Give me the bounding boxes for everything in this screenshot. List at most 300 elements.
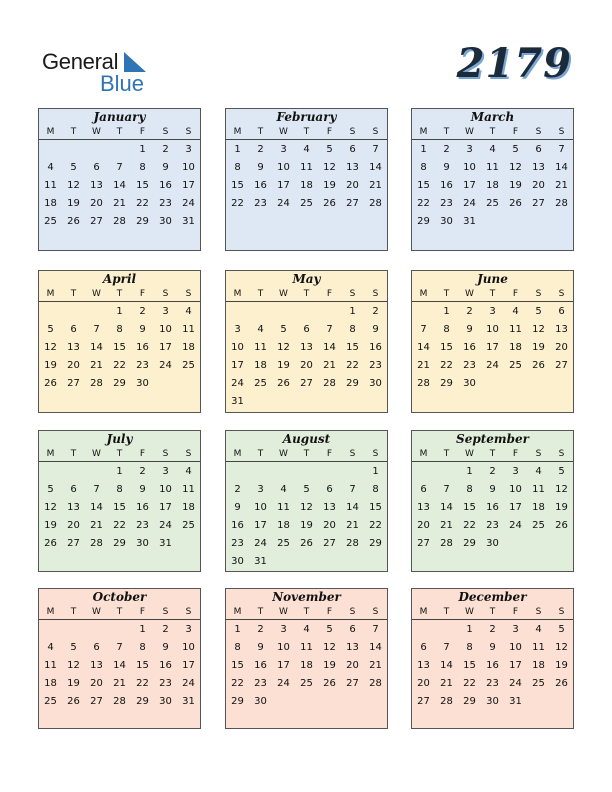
day-cell: 23 xyxy=(440,197,453,209)
week-row xyxy=(39,374,200,392)
day-cell: 4 xyxy=(47,641,54,653)
weekday-header: T xyxy=(108,605,131,620)
weekday-header: S xyxy=(550,125,573,140)
day-cell xyxy=(550,230,573,248)
month-day-table xyxy=(39,605,200,728)
weekday-header: M xyxy=(226,447,249,462)
week-row xyxy=(412,674,573,692)
month-march xyxy=(411,108,574,251)
day-cell: 13 xyxy=(417,501,430,513)
day-cell: 28 xyxy=(113,695,126,707)
day-cell: 31 xyxy=(231,395,244,407)
day-cell: 7 xyxy=(93,483,100,495)
day-cell: 12 xyxy=(555,483,568,495)
day-cell xyxy=(177,534,200,552)
day-cell xyxy=(85,462,108,481)
day-cell: 6 xyxy=(420,483,427,495)
day-cell: 23 xyxy=(486,677,499,689)
day-cell: 18 xyxy=(532,501,545,513)
day-cell: 11 xyxy=(300,161,313,173)
day-cell xyxy=(177,374,200,392)
day-cell: 22 xyxy=(417,197,430,209)
day-cell: 24 xyxy=(254,537,267,549)
day-cell: 8 xyxy=(116,323,123,335)
day-cell: 7 xyxy=(326,323,333,335)
weekday-header: M xyxy=(412,605,435,620)
day-cell: 20 xyxy=(555,341,568,353)
day-cell xyxy=(318,552,341,570)
week-row xyxy=(226,674,387,692)
day-cell: 13 xyxy=(67,501,80,513)
week-row xyxy=(39,620,200,639)
day-cell: 20 xyxy=(346,659,359,671)
day-cell xyxy=(504,392,527,410)
day-cell: 14 xyxy=(440,659,453,671)
week-row xyxy=(226,140,387,159)
day-cell: 26 xyxy=(67,215,80,227)
day-cell xyxy=(435,710,458,728)
month-june xyxy=(411,270,574,413)
month-day-table xyxy=(412,287,573,410)
day-cell: 12 xyxy=(509,161,522,173)
day-cell: 8 xyxy=(443,323,450,335)
day-cell: 26 xyxy=(277,377,290,389)
day-cell: 3 xyxy=(280,623,287,635)
month-april xyxy=(38,270,201,413)
day-cell xyxy=(481,710,504,728)
day-cell: 6 xyxy=(420,641,427,653)
day-cell xyxy=(62,620,85,639)
day-cell: 15 xyxy=(113,501,126,513)
week-row xyxy=(412,692,573,710)
day-cell: 30 xyxy=(231,555,244,567)
day-cell xyxy=(504,230,527,248)
day-cell xyxy=(131,710,154,728)
day-cell: 20 xyxy=(67,519,80,531)
day-cell: 28 xyxy=(113,215,126,227)
weekday-header: F xyxy=(131,125,154,140)
day-cell: 9 xyxy=(162,161,169,173)
day-cell xyxy=(412,710,435,728)
month-title: December xyxy=(458,590,527,604)
day-cell: 14 xyxy=(417,341,430,353)
week-row xyxy=(226,620,387,639)
day-cell xyxy=(550,692,573,710)
day-cell: 25 xyxy=(182,359,195,371)
day-cell xyxy=(39,140,62,159)
day-cell xyxy=(62,392,85,410)
weekday-header: T xyxy=(481,447,504,462)
day-cell: 21 xyxy=(369,659,382,671)
day-cell xyxy=(364,692,387,710)
weekday-header: S xyxy=(177,125,200,140)
day-cell: 1 xyxy=(466,623,473,635)
day-cell xyxy=(226,302,249,321)
day-cell: 26 xyxy=(44,537,57,549)
day-cell xyxy=(412,620,435,639)
day-cell: 4 xyxy=(185,465,192,477)
day-cell xyxy=(364,552,387,570)
day-cell: 19 xyxy=(555,659,568,671)
weekday-header: T xyxy=(62,605,85,620)
day-cell xyxy=(131,552,154,570)
day-cell: 2 xyxy=(372,305,379,317)
month-day-table xyxy=(39,447,200,570)
month-title: June xyxy=(477,272,508,286)
day-cell xyxy=(226,230,249,248)
day-cell xyxy=(295,230,318,248)
week-row xyxy=(412,516,573,534)
day-cell: 29 xyxy=(417,215,430,227)
day-cell: 23 xyxy=(231,537,244,549)
day-cell xyxy=(39,392,62,410)
day-cell: 29 xyxy=(113,377,126,389)
brand-logo xyxy=(42,50,162,96)
day-cell: 15 xyxy=(463,659,476,671)
day-cell: 20 xyxy=(417,519,430,531)
day-cell: 7 xyxy=(420,323,427,335)
weekday-header: F xyxy=(318,447,341,462)
weekday-header: W xyxy=(85,447,108,462)
day-cell: 16 xyxy=(440,179,453,191)
day-cell: 5 xyxy=(326,623,333,635)
day-cell: 24 xyxy=(231,377,244,389)
day-cell: 27 xyxy=(555,359,568,371)
day-cell: 10 xyxy=(486,323,499,335)
day-cell: 6 xyxy=(535,143,542,155)
weekday-header: W xyxy=(458,605,481,620)
day-cell: 12 xyxy=(300,501,313,513)
week-row xyxy=(412,176,573,194)
week-row xyxy=(39,480,200,498)
day-cell: 1 xyxy=(466,465,473,477)
calendar-year: 2179 xyxy=(456,40,572,87)
day-cell: 14 xyxy=(90,341,103,353)
week-row xyxy=(226,392,387,410)
day-cell: 11 xyxy=(532,641,545,653)
day-cell xyxy=(177,230,200,248)
day-cell: 7 xyxy=(116,641,123,653)
day-cell: 5 xyxy=(558,623,565,635)
day-cell: 27 xyxy=(417,695,430,707)
day-cell xyxy=(412,230,435,248)
day-cell xyxy=(364,230,387,248)
day-cell xyxy=(318,462,341,481)
weekday-header: W xyxy=(272,605,295,620)
day-cell: 13 xyxy=(555,323,568,335)
day-cell: 17 xyxy=(159,501,172,513)
day-cell: 29 xyxy=(136,215,149,227)
day-cell: 30 xyxy=(440,215,453,227)
week-row xyxy=(39,516,200,534)
day-cell: 8 xyxy=(234,641,241,653)
weekday-header: W xyxy=(272,287,295,302)
month-day-table xyxy=(226,447,387,570)
day-cell: 16 xyxy=(136,341,149,353)
week-row xyxy=(412,302,573,321)
day-cell: 4 xyxy=(257,323,264,335)
weekday-header: M xyxy=(39,605,62,620)
week-row xyxy=(226,462,387,481)
day-cell xyxy=(341,710,364,728)
day-cell: 12 xyxy=(532,323,545,335)
day-cell: 23 xyxy=(254,677,267,689)
day-cell: 22 xyxy=(136,197,149,209)
day-cell xyxy=(364,392,387,410)
day-cell: 7 xyxy=(372,623,379,635)
day-cell: 14 xyxy=(323,341,336,353)
day-cell xyxy=(527,230,550,248)
day-cell: 1 xyxy=(372,465,379,477)
day-cell xyxy=(226,212,249,230)
week-row xyxy=(412,194,573,212)
week-row xyxy=(412,158,573,176)
day-cell: 4 xyxy=(47,161,54,173)
day-cell: 18 xyxy=(532,659,545,671)
day-cell: 21 xyxy=(346,519,359,531)
day-cell: 13 xyxy=(67,341,80,353)
day-cell xyxy=(154,230,177,248)
day-cell: 16 xyxy=(254,659,267,671)
day-cell: 17 xyxy=(254,519,267,531)
day-cell: 4 xyxy=(185,305,192,317)
day-cell: 9 xyxy=(234,501,241,513)
day-cell: 8 xyxy=(466,483,473,495)
weekday-header: T xyxy=(249,125,272,140)
day-cell: 16 xyxy=(136,501,149,513)
day-cell: 1 xyxy=(116,465,123,477)
day-cell: 2 xyxy=(466,305,473,317)
day-cell: 28 xyxy=(440,537,453,549)
week-row xyxy=(226,194,387,212)
day-cell: 28 xyxy=(90,537,103,549)
weekday-header: W xyxy=(458,125,481,140)
week-row xyxy=(39,674,200,692)
day-cell xyxy=(295,710,318,728)
day-cell: 3 xyxy=(512,623,519,635)
day-cell: 26 xyxy=(532,359,545,371)
day-cell: 29 xyxy=(346,377,359,389)
week-row xyxy=(39,534,200,552)
week-row xyxy=(226,516,387,534)
day-cell xyxy=(108,140,131,159)
day-cell: 29 xyxy=(463,537,476,549)
weekday-header: T xyxy=(62,125,85,140)
day-cell: 4 xyxy=(535,623,542,635)
day-cell: 8 xyxy=(372,483,379,495)
day-cell: 14 xyxy=(369,161,382,173)
day-cell xyxy=(295,392,318,410)
day-cell xyxy=(249,230,272,248)
day-cell xyxy=(412,552,435,570)
week-row xyxy=(39,158,200,176)
weekday-header: S xyxy=(177,605,200,620)
day-cell: 8 xyxy=(420,161,427,173)
weekday-header: T xyxy=(108,287,131,302)
day-cell xyxy=(550,374,573,392)
day-cell: 26 xyxy=(44,377,57,389)
month-may xyxy=(225,270,388,413)
day-cell: 14 xyxy=(440,501,453,513)
day-cell xyxy=(272,692,295,710)
month-day-table xyxy=(412,447,573,570)
day-cell: 25 xyxy=(277,537,290,549)
week-row xyxy=(226,374,387,392)
weekday-header: M xyxy=(412,447,435,462)
day-cell: 19 xyxy=(532,341,545,353)
day-cell: 11 xyxy=(532,483,545,495)
day-cell xyxy=(318,692,341,710)
day-cell: 18 xyxy=(44,197,57,209)
day-cell: 3 xyxy=(185,143,192,155)
day-cell xyxy=(412,302,435,321)
week-row xyxy=(226,158,387,176)
weekday-header: S xyxy=(550,447,573,462)
day-cell: 11 xyxy=(509,323,522,335)
day-cell: 27 xyxy=(300,377,313,389)
month-august xyxy=(225,430,388,572)
week-row xyxy=(39,392,200,410)
logo-text-general: General xyxy=(42,49,119,74)
weekday-header: M xyxy=(226,125,249,140)
day-cell: 3 xyxy=(234,323,241,335)
logo-triangle-icon xyxy=(124,52,146,72)
month-november xyxy=(225,588,388,729)
weekday-header: T xyxy=(435,125,458,140)
day-cell: 23 xyxy=(136,519,149,531)
day-cell xyxy=(481,374,504,392)
weekday-header: S xyxy=(341,287,364,302)
day-cell: 9 xyxy=(139,323,146,335)
day-cell: 11 xyxy=(44,179,57,191)
week-row xyxy=(39,140,200,159)
day-cell xyxy=(412,462,435,481)
day-cell: 11 xyxy=(254,341,267,353)
day-cell: 2 xyxy=(234,483,241,495)
day-cell: 30 xyxy=(369,377,382,389)
day-cell xyxy=(272,230,295,248)
day-cell xyxy=(295,692,318,710)
week-row xyxy=(39,498,200,516)
week-row xyxy=(226,320,387,338)
week-row xyxy=(412,320,573,338)
day-cell: 25 xyxy=(509,359,522,371)
day-cell: 15 xyxy=(346,341,359,353)
weekday-header: T xyxy=(435,447,458,462)
day-cell: 7 xyxy=(558,143,565,155)
month-october xyxy=(38,588,201,729)
day-cell: 22 xyxy=(440,359,453,371)
weekday-header: T xyxy=(62,447,85,462)
day-cell: 15 xyxy=(231,659,244,671)
day-cell: 24 xyxy=(159,519,172,531)
day-cell xyxy=(295,212,318,230)
day-cell: 10 xyxy=(182,641,195,653)
day-cell: 10 xyxy=(463,161,476,173)
week-row xyxy=(39,230,200,248)
day-cell xyxy=(341,692,364,710)
day-cell: 25 xyxy=(44,695,57,707)
day-cell: 12 xyxy=(44,501,57,513)
day-cell xyxy=(154,552,177,570)
week-row xyxy=(39,692,200,710)
day-cell xyxy=(318,302,341,321)
day-cell: 25 xyxy=(532,519,545,531)
week-row xyxy=(226,692,387,710)
day-cell: 8 xyxy=(466,641,473,653)
day-cell: 21 xyxy=(90,519,103,531)
day-cell: 18 xyxy=(277,519,290,531)
day-cell: 21 xyxy=(440,519,453,531)
weekday-header: F xyxy=(318,125,341,140)
day-cell: 30 xyxy=(486,537,499,549)
week-row xyxy=(39,320,200,338)
day-cell xyxy=(458,392,481,410)
day-cell: 26 xyxy=(555,677,568,689)
day-cell: 29 xyxy=(136,695,149,707)
weekday-header: S xyxy=(527,125,550,140)
day-cell: 2 xyxy=(257,623,264,635)
weekday-header: F xyxy=(318,287,341,302)
weekday-header: T xyxy=(435,287,458,302)
day-cell: 9 xyxy=(489,641,496,653)
day-cell xyxy=(249,462,272,481)
week-row xyxy=(226,656,387,674)
day-cell: 18 xyxy=(509,341,522,353)
day-cell xyxy=(341,392,364,410)
weekday-header: F xyxy=(504,605,527,620)
day-cell xyxy=(435,552,458,570)
day-cell xyxy=(62,462,85,481)
weekday-header: T xyxy=(108,125,131,140)
day-cell: 2 xyxy=(489,465,496,477)
day-cell: 24 xyxy=(509,677,522,689)
day-cell xyxy=(177,552,200,570)
week-row xyxy=(226,356,387,374)
day-cell: 16 xyxy=(463,341,476,353)
day-cell: 7 xyxy=(372,143,379,155)
day-cell: 19 xyxy=(44,519,57,531)
day-cell: 13 xyxy=(346,161,359,173)
day-cell: 17 xyxy=(182,179,195,191)
day-cell: 14 xyxy=(555,161,568,173)
day-cell: 3 xyxy=(257,483,264,495)
day-cell: 9 xyxy=(466,323,473,335)
day-cell: 5 xyxy=(47,483,54,495)
day-cell: 13 xyxy=(323,501,336,513)
day-cell: 6 xyxy=(70,323,77,335)
day-cell: 19 xyxy=(323,179,336,191)
day-cell: 3 xyxy=(162,305,169,317)
day-cell: 2 xyxy=(162,143,169,155)
day-cell: 18 xyxy=(182,341,195,353)
weekday-header: S xyxy=(364,287,387,302)
day-cell xyxy=(435,620,458,639)
day-cell xyxy=(458,230,481,248)
day-cell: 26 xyxy=(323,197,336,209)
day-cell: 28 xyxy=(90,377,103,389)
day-cell: 2 xyxy=(162,623,169,635)
day-cell xyxy=(481,392,504,410)
day-cell: 5 xyxy=(70,641,77,653)
day-cell xyxy=(527,212,550,230)
weekday-header: T xyxy=(295,605,318,620)
day-cell xyxy=(550,392,573,410)
weekday-header: S xyxy=(154,125,177,140)
day-cell: 4 xyxy=(512,305,519,317)
day-cell xyxy=(39,302,62,321)
day-cell: 6 xyxy=(326,483,333,495)
